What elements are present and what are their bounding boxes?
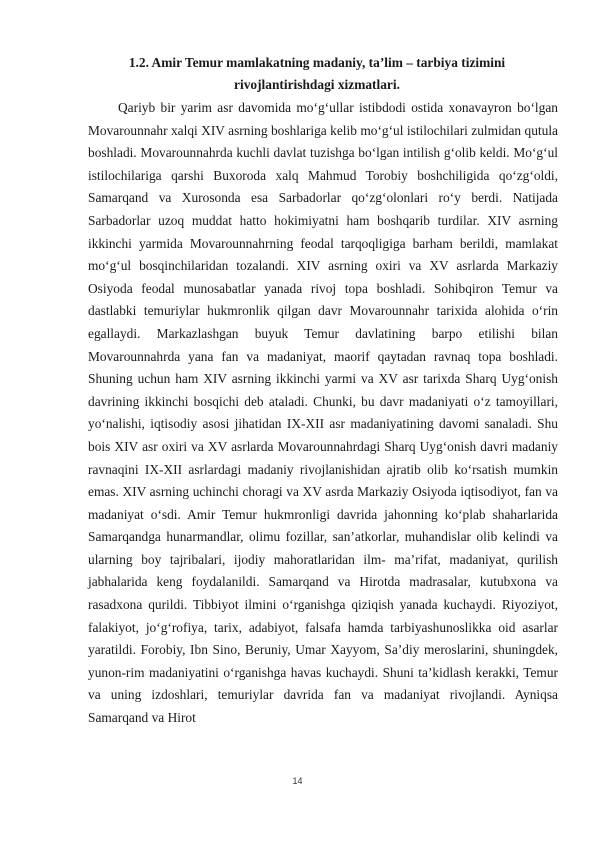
body-paragraph: Qariyb bir yarim asr davomida mo‘g‘ullar istibdodi ostida xonavayron bo‘lgan Movarounnahr xalqi XIV asrning boshlariga kelib mo‘g‘ul istilochilari zulmidan qutula boshladi. Movarounnahrda kuchli davlat tuzishga bo‘lgan intilish g‘olib keldi. Mo‘g‘ul istilochilariga qarshi Buxoroda xalq Mahmud Torobiy boshchiligida qo‘zg‘oldi, Samarqand va Xurosonda esa Sarbadorlar qo‘zg‘olonlari ro‘y berdi. Natijada Sarbadorlar uzoq muddat hatto hokimiyatni ham boshqarib turdilar. XIV asrning ikkinchi yarmida Movarounnahrning feodal tarqoqligiga barham berildi, mamlakat mo‘g‘ul bosqinchilaridan tozalandi. XIV asrning oxiri va XV asrlarda Markaziy Osiyoda feodal munosabatlar yanada rivoj topa boshladi. Sohibqiron Temur va dastlabki temuriylar hukmronlik qilgan davr Movarounnahr tarixida alohida o‘rin egallaydi. Markazlashgan buyuk Temur davlatining barpo etilishi bilan Movarounnahrda yana fan va madaniyat, maorif qaytadan ravnaq topa boshladi. Shuning uchun ham XIV asrning ikkinchi yarmi va XV asr tarixda Sharq Uyg‘onish davrining ikkinchi bosqichi deb ataladi. Chunki, bu davr madaniyati o‘z tamoyillari, yo‘nalishi, iqtisodiy asosi jihatidan IX-XII asr madaniyatining davomi sanaladi. Shu bois XIV asr oxiri va XV asrlarda Movarounnahrdagi Sharq Uyg‘onish davri madaniy ravnaqini IX-XII asrlardagi madaniy rivojlanishidan ajratib olib ko‘rsatish mumkin emas. XIV asrning uchinchi choragi va XV asrda Markaziy Osiyoda iqtisodiyot, fan va madaniyat o‘sdi. Amir Temur hukmronligi davrida jahonning ko‘plab shaharlarida Samarqandga hunarmandlar, olimu fozillar, san’atkorlar, muhandislar olib kelindi va ularning boy tajribalari, ijodiy mahoratlaridan ilm- ma’rifat, madaniyat, qurilish jabhalarida keng foydalanildi. Samarqand va Hirotda madrasalar, kutubxona va rasadxona qurildi. Tibbiyot ilmini o‘rganishga qiziqish yanada kuchaydi. Riyoziyot, falakiyot, jo‘g‘rofiya, tarix, adabiyot, falsafa hamda tarbiyashunoslikka oid asarlar yaratildi. Forobiy, Ibn Sino, Beruniy, Umar Xayyom, Sa’diy meroslarini, shuningdek, yunon-rim madaniyatini o‘rganishga havas kuchaydi. Shuni ta’kidlash kerakki, Temur va uning izdoshlari, temuriylar davrida fan va madaniyat rivojlandi. Ayniqsa Samarqand va Hirot xyxy=(88,100,558,726)
section-heading-line-2: rivojlantirishdagi xizmatlari. xyxy=(234,77,400,92)
page-number: 14 xyxy=(292,776,303,786)
section-heading-line-1: 1.2. Amir Temur mamlakatning madaniy, ta’lim – tarbiya tizimini xyxy=(128,55,506,70)
